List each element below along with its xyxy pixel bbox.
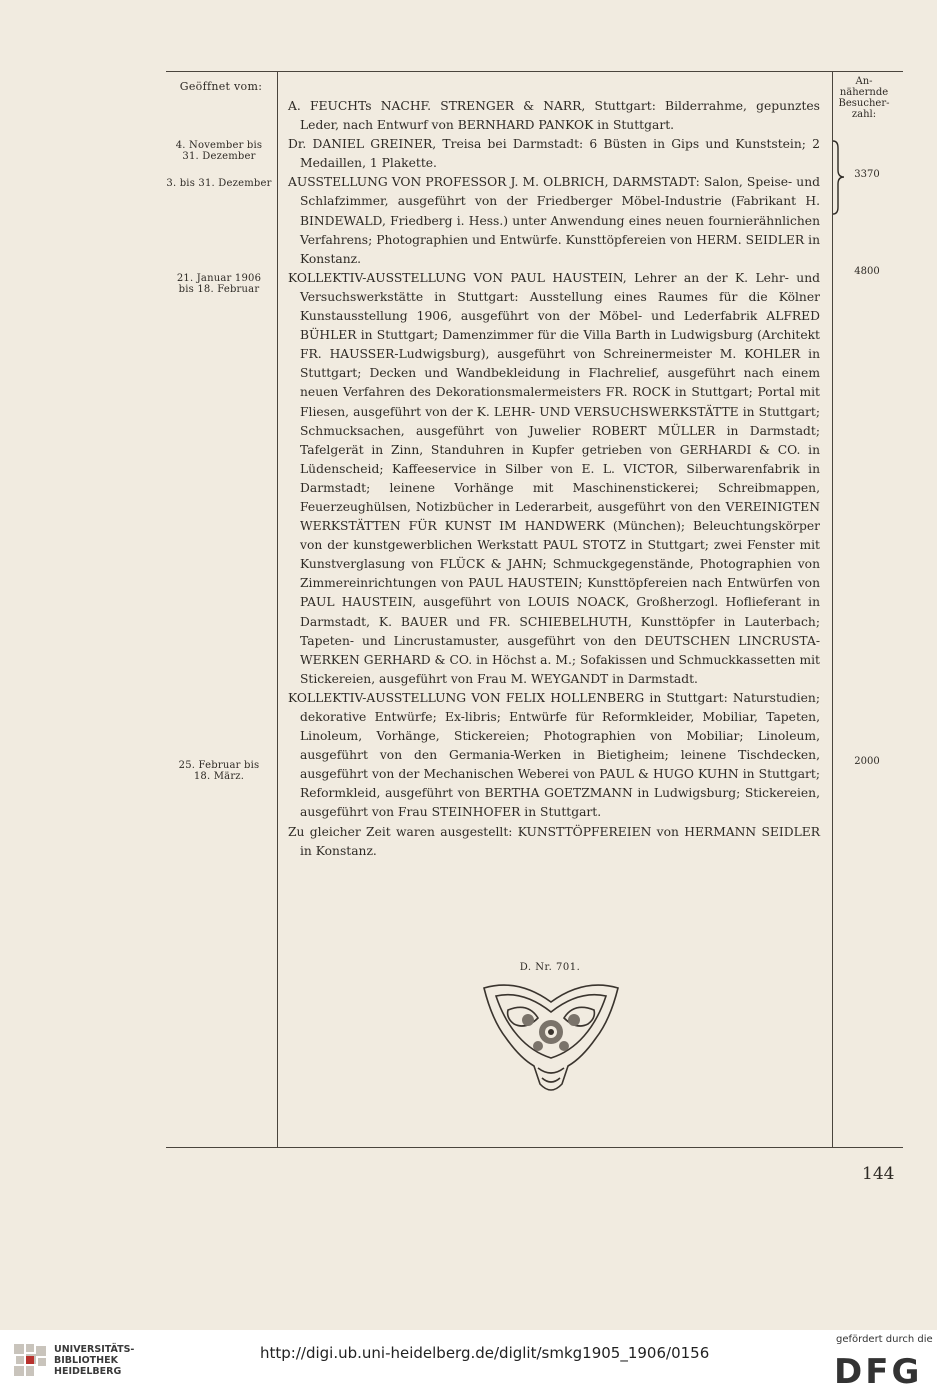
visitor-header-line: zahl: — [851, 109, 877, 120]
date-column-divider — [277, 71, 278, 1148]
ornament-illustration — [478, 980, 624, 1100]
date-entry — [163, 140, 275, 162]
date-line: 21. Januar 1906 — [176, 273, 262, 284]
visitor-count: 3370 — [854, 169, 880, 180]
library-logo-icon — [12, 1342, 48, 1378]
dfg-logo: DFG — [834, 1352, 923, 1392]
exhibition-list — [288, 97, 820, 861]
visitor-count: 4800 — [854, 266, 880, 277]
visitor-header-line: An- — [855, 76, 873, 87]
visitor-count: 2000 — [854, 756, 880, 767]
date-line: 18. März. — [193, 771, 245, 782]
date-line: bis 18. Februar — [178, 284, 260, 295]
date-line: 4. November bis — [175, 140, 263, 151]
exhibition-entry: Dr. DANIEL GREINER, Treisa bei Darmstadt: 6 Büsten in Gips und Kunststein; 2 Medaillen, 1 Plakette. — [288, 137, 820, 171]
exhibition-entry: A. FEUCHTs NACHF. STRENGER & NARR, Stuttgart: Bilderrahme, gepunztes Leder, nach Entwurf von BERNHARD PANKOK in Stuttgart. — [288, 99, 820, 133]
date-entry — [163, 760, 275, 782]
date-entry — [163, 273, 275, 295]
visitor-header — [833, 76, 895, 120]
exhibition-entry: Zu gleicher Zeit waren ausgestellt: KUNSTTÖPFEREIEN von HERMANN SEIDLER in Konstanz. — [288, 824, 820, 858]
page-number: 144 — [862, 1164, 895, 1184]
exhibition-entry: KOLLEKTIV-AUSSTELLUNG VON FELIX HOLLENBERG in Stuttgart: Naturstudien; dekorative Entwürfe; Ex-libris; Entwürfe für Reformkleider, Mobiliar, Tapeten, Linoleum, Vorhänge, Stickereien; Photographien von Mobiliar; Linoleum, ausgeführt von den Germania-Werken in Bietigheim; leinene Tischdecken, ausgeführt von der Mechanischen Weberei von PAUL & HUGO KUHN in Stuttgart; Reformkleid, ausgeführt von BERTHA GOETZMANN in Ludwigsburg; Stickereien, ausgeführt von Frau STEINHOFER in Stuttgart. — [288, 690, 820, 820]
source-url-link[interactable]: http://digi.ub.uni-heidelberg.de/diglit/smkg1905_1906/0156 — [260, 1344, 710, 1362]
visitor-header-line: Besucher- — [838, 98, 890, 109]
date-line: 3. bis 31. Dezember — [166, 178, 272, 189]
date-line: 31. Dezember — [182, 151, 256, 162]
library-name-line: HEIDELBERG — [54, 1366, 122, 1377]
library-name-line: BIBLIOTHEK — [54, 1355, 118, 1366]
visitor-header-line: nähernde — [839, 87, 889, 98]
exhibition-entry: KOLLEKTIV-AUSSTELLUNG VON PAUL HAUSTEIN, Lehrer an der K. Lehr- und Versuchswerkstätte in Stuttgart: Ausstellung eines Raumes für die Kölner Kunstausstellung 1906, ausgeführt von der Möbel- und Lederfabrik ALFRED BÜHLER in Stuttgart; Damenzimmer für die Villa Barth in Ludwigsburg (Architekt FR. HAUSSER-Ludwigsburg), ausgeführt von Schreinermeister M. KOHLER in Stuttgart; Decken und Wandbekleidung in Flachrelief, ausgeführt nach einem neuen Verfahren des Dekorationsmalermeisters FR. ROCK in Stuttgart; Portal mit Fliesen, ausgeführt von der K. LEHR- UND VERSUCHSWERKSTÄTTE in Stuttgart; Schmucksachen, ausgeführt von Juwelier ROBERT MÜLLER in Darmstadt; Tafelgerät in Zinn, Standuhren in Kupfer getrieben von GERHARDI & CO. in Lüdenscheid; Kaffeeservice in Silber von E. L. VICTOR, Silberwarenfabrik in Darmstadt; leinene Vorhänge mit Maschinenstickerei; Schreibmappen, Feuerzeughülsen, Notizbücher in Lederarbeit, ausgeführt von den VEREINIGTEN WERKSTÄTTEN FÜR KUNST IM HANDWERK (München); Beleuchtungskörper von der kunstgewerblichen Werkstatt PAUL STOTZ in Stuttgart; zwei Fenster mit Kunstverglasung von FLÜCK & JAHN; Schmuckgegenstände, Photographien von Zimmereinrichtungen von PAUL HAUSTEIN; Kunsttöpfereien nach Entwürfen von PAUL HAUSTEIN, ausgeführt von LOUIS NOACK, Großherzogl. Hoflieferant in Darmstadt, K. BAUER und FR. SCHIEBELHUTH, Kunsttöpfer in Lauterbach; Tapeten- und Lincrustamuster, ausgeführt von den DEUTSCHEN LINCRUSTA-WERKEN GERHARD & CO. in Höchst a. M.; Sofakissen und Schmuckkassetten mit Stickereien, ausgeführt von Frau M. WEYGANDT in Darmstadt. — [288, 270, 820, 686]
library-name — [54, 1344, 134, 1377]
opened-header: Geöffnet vom: — [179, 80, 263, 93]
plate-label: D. Nr. 701. — [519, 962, 581, 973]
visitor-column-divider — [832, 71, 833, 1148]
footer-bar — [0, 1330, 937, 1395]
date-entry — [163, 178, 275, 189]
exhibition-entry: AUSSTELLUNG VON PROFESSOR J. M. OLBRICH, DARMSTADT: Salon, Speise- und Schlafzimmer, ausgeführt von der Friedberger Möbel-Industrie (Fabrikant H. BINDEWALD, Friedberg i. Hess.) unter Anwendung eines neuen fournierähnlichen Verfahrens; Photographien und Entwürfe. Kunsttöpfereien von HERM. SEIDLER in Konstanz. — [288, 175, 820, 266]
date-line: 25. Februar bis — [178, 760, 260, 771]
library-name-line: UNIVERSITÄTS- — [54, 1344, 135, 1355]
funder-label: gefördert durch die — [836, 1334, 933, 1345]
